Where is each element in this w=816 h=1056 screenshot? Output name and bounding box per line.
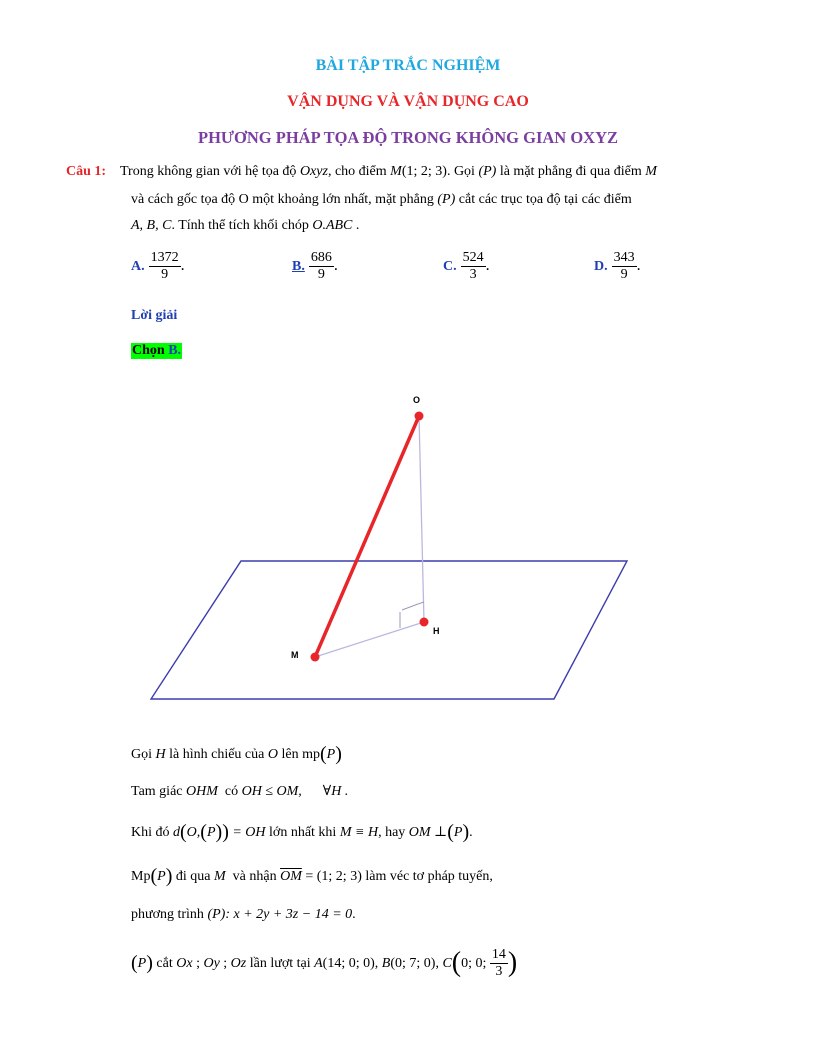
point-h — [420, 618, 429, 627]
option-label: D. — [594, 259, 608, 275]
math-p: P — [453, 825, 463, 840]
option-d[interactable]: D. $\frac{343}{9}$ . — [594, 250, 641, 282]
label-m: M — [291, 650, 299, 660]
math-p: P — [157, 869, 166, 884]
step-text: Gọi — [131, 747, 152, 762]
math-o: O, — [186, 825, 201, 840]
step-text: ; — [223, 956, 228, 971]
header-title-exercises: BÀI TẬP TRẮC NGHIỆM — [315, 57, 501, 74]
question-line-2 — [131, 192, 632, 208]
math-oxyz: Oxyz — [299, 164, 328, 179]
math-oz: Oz — [230, 956, 247, 971]
step-text: có — [224, 784, 239, 799]
option-label: A. — [131, 259, 145, 275]
option-label: C. — [443, 259, 457, 275]
math-p: P — [326, 747, 336, 762]
math-c: C — [442, 956, 452, 971]
step-4: Mp(P) đi qua M và nhận $\overline{OM} = (1$; 2; 3) làm véc tơ pháp tuyến, — [131, 865, 493, 887]
option-a[interactable]: A. $\frac{1372}{9}$ . — [131, 250, 185, 282]
denominator: 3 — [469, 267, 477, 282]
step-text: . — [469, 825, 473, 840]
math-ox: Ox — [176, 956, 193, 971]
step-1: Gọi H là hình chiếu của O lên mp(P) — [131, 743, 342, 765]
numerator: 686 — [310, 250, 332, 265]
math-forall: ∀H . — [322, 784, 349, 799]
math-vector-om: $\overline{OM}$ — [280, 869, 302, 884]
option-b[interactable]: B. $\frac{686}{9}$ . — [292, 250, 338, 282]
math-d: d — [173, 825, 180, 840]
math-plane-p: (P) — [478, 164, 497, 179]
step-3: Khi đó d(O,(P)) = OH lớn nhất khi M ≡ H, hay OM ⊥(P). — [131, 821, 473, 843]
math-om-perp: OM ⊥ — [408, 825, 448, 840]
label-o: O — [413, 395, 421, 405]
math-p: (P): — [207, 907, 230, 922]
step-text: lên mp — [281, 747, 320, 762]
chosen-answer — [131, 343, 182, 359]
question-text: , cho điểm — [327, 164, 387, 179]
header-title-topic: PHƯƠNG PHÁP TỌA ĐỘ TRONG KHÔNG GIAN OXYZ — [197, 128, 619, 147]
point-m — [311, 653, 320, 662]
step-text: Mp — [131, 869, 151, 884]
segment-oh — [419, 416, 424, 622]
geometry-figure — [0, 380, 816, 710]
math-m-equiv-h: M ≡ H — [339, 825, 379, 840]
question-text: cắt các trục tọa độ tại các điểm — [458, 192, 632, 207]
math-points-abc: A, B, C — [131, 218, 172, 233]
chosen-letter: B. — [168, 343, 182, 358]
math-inequality: OH ≤ OM, — [241, 784, 302, 799]
option-c[interactable]: C. $\frac{524}{3}$ . — [443, 250, 490, 282]
step-5 — [131, 907, 356, 923]
option-fraction — [461, 250, 486, 283]
math-eq-oh: = OH — [232, 825, 266, 840]
numerator: 14 — [491, 947, 506, 963]
plane-p — [151, 561, 627, 699]
math-coords-c: 0; 0; — [461, 956, 487, 971]
numerator: 524 — [462, 250, 484, 265]
numerator: 1372 — [150, 250, 179, 265]
option-label: B. — [292, 259, 305, 275]
option-fraction — [612, 250, 637, 283]
step-text: cắt — [156, 956, 173, 971]
math-coords-a: (14; 0; 0), — [322, 956, 379, 971]
step-text: Tam giác — [131, 784, 183, 799]
math-point-m: M — [390, 164, 402, 179]
math-coords: (1; 2; 3) — [401, 164, 447, 179]
question-label: Câu 1: — [66, 164, 107, 179]
step-text: , hay — [378, 825, 406, 840]
denominator: 3 — [495, 964, 503, 980]
step-text: lần lượt tại — [249, 956, 311, 971]
math-coords-b: (0; 7; 0), — [390, 956, 439, 971]
math-point-m: M — [645, 164, 657, 179]
step-2 — [131, 783, 348, 800]
option-fraction — [309, 250, 334, 283]
step-text: là hình chiếu của — [169, 747, 265, 762]
segment-om — [315, 416, 419, 657]
denominator: 9 — [161, 267, 169, 282]
step-text: . — [352, 907, 356, 922]
step-text: phương trình — [131, 907, 204, 922]
question-text: . Tính thể tích khối chóp — [171, 218, 309, 233]
math-p: P — [206, 825, 216, 840]
math-m: M — [213, 869, 226, 884]
step-text: đi qua — [175, 869, 211, 884]
math-a: A — [314, 956, 323, 971]
segment-mh — [315, 622, 424, 657]
denominator: 9 — [620, 267, 628, 282]
header-title-level: VẬN DỤNG VÀ VẬN DỤNG CAO — [287, 93, 529, 110]
step-6: (P) cắt Ox ; Oy ; Oz lần lượt tại A(14; 0; 0), B(0; 7; 0), C(0; 0; $\frac{14}{3}$ ) — [131, 947, 518, 980]
math-vector-value: = (1; 2; 3) — [305, 869, 362, 884]
math-o: O — [267, 747, 278, 762]
question-text: là mặt phẳng đi qua điểm — [499, 164, 642, 179]
math-p: P — [137, 956, 147, 971]
math-b: B — [381, 956, 391, 971]
right-angle-mark — [402, 602, 424, 610]
math-plane-p: (P) — [437, 192, 456, 207]
option-fraction — [149, 250, 181, 283]
fraction-14-3 — [490, 947, 508, 980]
question-text: . — [355, 218, 360, 233]
numerator: 343 — [613, 250, 635, 265]
step-text: lớn nhất khi — [269, 825, 337, 840]
question-line-1 — [120, 164, 657, 180]
point-o — [415, 412, 424, 421]
step-text: Khi đó — [131, 825, 170, 840]
label-h: H — [433, 626, 440, 636]
question-text: . Gọi — [446, 164, 475, 179]
math-ohm: OHM — [186, 784, 218, 799]
step-text: và nhận — [232, 869, 277, 884]
math-h: H — [155, 747, 166, 762]
math-plane-equation: x + 2y + 3z − 14 = 0 — [233, 907, 353, 922]
math-pyramid: O.ABC — [312, 218, 353, 233]
step-text: ; — [196, 956, 200, 971]
solution-title: Lời giải — [131, 308, 178, 323]
denominator: 9 — [317, 267, 325, 282]
question-text: Trong không gian với hệ tọa độ — [120, 164, 297, 179]
step-text: làm véc tơ pháp tuyến, — [365, 869, 493, 884]
question-text: và cách gốc tọa độ O một khoảng lớn nhất, mặt phẳng — [131, 192, 434, 207]
chosen-prefix: Chọn — [132, 343, 165, 358]
math-oy: Oy — [203, 956, 220, 971]
question-line-3 — [131, 218, 359, 234]
